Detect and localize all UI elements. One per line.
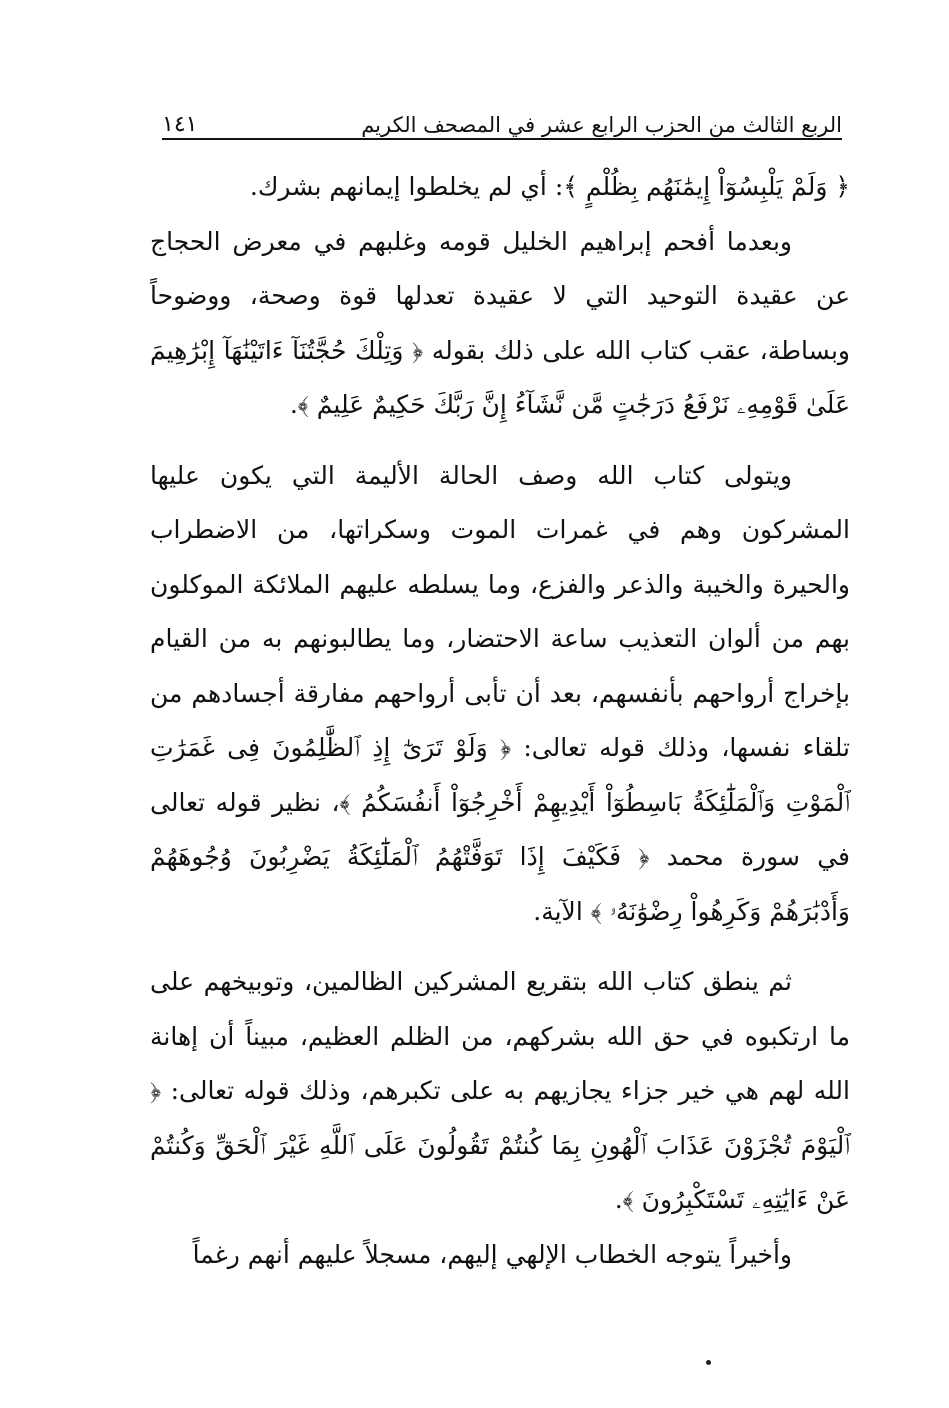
- paragraph-text: : أي لم يخلطوا إيمانهم بشرك.: [249, 172, 564, 201]
- paragraph-text: ، نظير قوله تعالى في سورة محمد: [150, 787, 850, 871]
- paragraph-text: ويتولى كتاب الله وصف الحالة الأليمة التي يكون عليها المشركون وهم في غمرات الموت وسكراتها، من الاضطراب والحيرة والخيبة والذعر والفزع، وما يسلطه عليهم الملائكة الموكلون بهم من ألوان التعذيب ساعة الاحتضار، وما يطالبونهم به من القيام بإخراج أرواحهم بأنفسهم، بعد أن تأبى أرواحهم مفارقة أجسادهم من تلقاء نفسها، وذلك قوله تعالى:: [150, 460, 850, 762]
- paragraph-text: الآية.: [533, 896, 591, 926]
- paragraph-4: [150, 955, 850, 1228]
- paragraph-3: [150, 449, 850, 940]
- running-header-title: الربع الثالث من الحزب الرابع عشر في المصحف الكريم: [361, 113, 842, 137]
- paragraph-text: .: [614, 1185, 623, 1214]
- paragraph-text: .: [289, 390, 298, 419]
- body-text: [150, 160, 850, 1282]
- quran-verse: ﴿ وَتِلْكَ حُجَّتُنَآ ءَاتَيْنَٰهَآ إِبْرَٰهِيمَ عَلَىٰ قَوْمِهِۦ نَرْفَعُ دَرَجَٰتٍ مَّن نَّشَآءُ إِنَّ رَبَّكَ حَكِيمٌ عَلِيمٌ ﴾: [150, 335, 850, 419]
- header-rule: [162, 138, 842, 140]
- paragraph-1: [150, 160, 850, 215]
- paragraph-text: وأخيراً يتوجه الخطاب الإلهي إليهم، مسجلاً عليهم أنهم رغماً: [192, 1239, 792, 1269]
- quran-verse: ﴿ وَلَمْ يَلْبِسُوٓاْ إِيمَٰنَهُم بِظُلْمٍ ﴾: [563, 172, 850, 201]
- paragraph-2: [150, 215, 850, 433]
- quran-verse: ﴿ وَلَوْ تَرَىٰٓ إِذِ ٱلظَّٰلِمُونَ فِى غَمَرَٰتِ ٱلْمَوْتِ وَٱلْمَلَٰٓئِكَةُ بَاسِطُوٓاْ أَيْدِيهِمْ أَخْرِجُوٓاْ أَنفُسَكُمُ ﴾: [150, 733, 850, 817]
- running-header: [162, 100, 842, 140]
- quran-verse: ﴿ فَكَيْفَ إِذَا تَوَفَّتْهُمُ ٱلْمَلَٰٓئِكَةُ يَضْرِبُونَ وُجُوهَهُمْ وَأَدْبَٰرَهُمْ وَكَرِهُواْ رِضْوَٰنَهُۥ ﴾: [150, 842, 850, 926]
- quran-verse: ﴿ ٱلْيَوْمَ تُجْزَوْنَ عَذَابَ ٱلْهُونِ بِمَا كُنتُمْ تَقُولُونَ عَلَى ٱللَّهِ غَيْرَ ٱلْحَقِّ وَكُنتُمْ عَنْ ءَايَٰتِهِۦ تَسْتَكْبِرُونَ ﴾: [150, 1076, 850, 1214]
- paragraph-5: [150, 1228, 850, 1283]
- page-number: ١٤١: [162, 112, 198, 137]
- ink-speck: [706, 1360, 711, 1365]
- paragraph-text: وبعدما أفحم إبراهيم الخليل قومه وغلبهم في معرض الحجاج عن عقيدة التوحيد التي لا عقيدة تعدلها قوة وصحة، ووضوحاً وبساطة، عقب كتاب الله على ذلك بقوله: [150, 226, 850, 365]
- paragraph-text: ثم ينطق كتاب الله بتقريع المشركين الظالمين، وتوبيخهم على ما ارتكبوه في حق الله بشركهم، من الظلم العظيم، مبيناً أن إهانة الله لهم هي خير جزاء يجازيهم به على تكبرهم، وذلك قوله تعالى:: [150, 967, 850, 1105]
